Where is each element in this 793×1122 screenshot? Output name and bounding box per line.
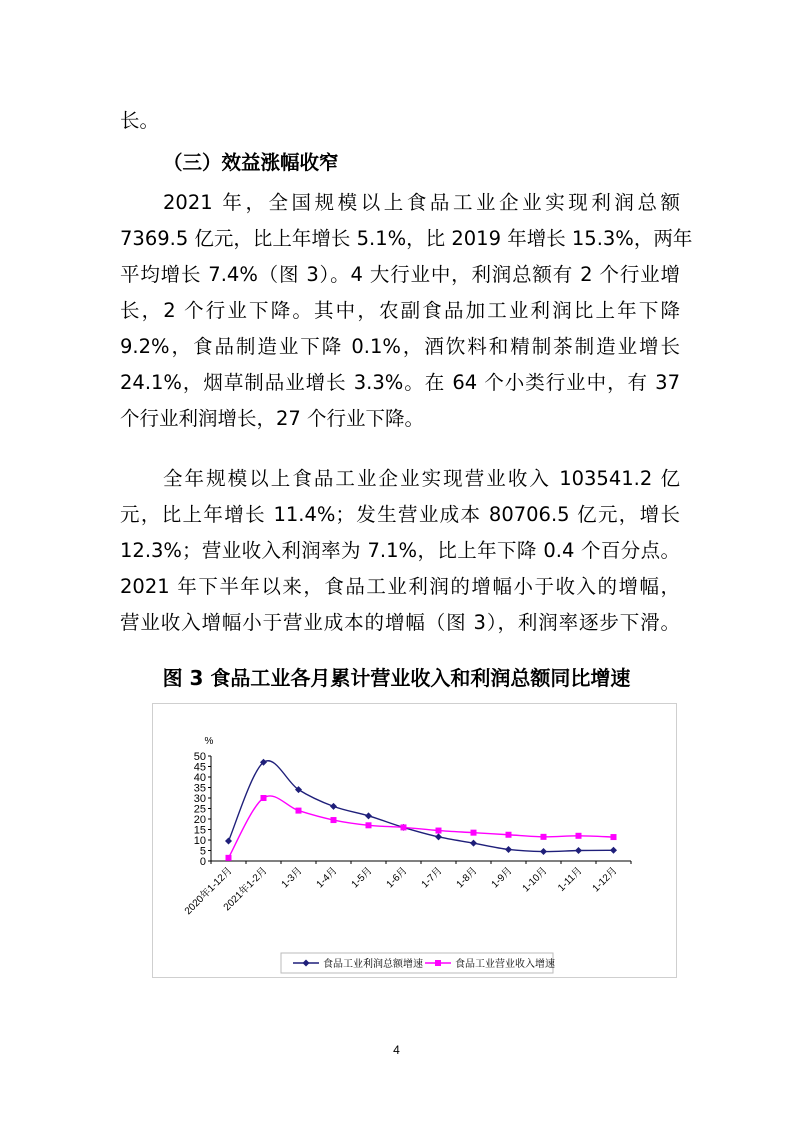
text-line: 7369.5 亿元，比上年增长 5.1%，比 2019 年增长 15.3%，两年 [120, 227, 693, 250]
x-tick-label: 2020年1-12月 [182, 865, 235, 918]
text-line: 长，2 个行业下降。其中，农副食品加工业利润比上年下降 [120, 299, 680, 322]
x-tick-label: 1-4月 [314, 865, 340, 891]
x-tick-label: 1-7月 [419, 865, 445, 891]
y-axis-unit-label: % [204, 736, 214, 747]
data-point-diamond [575, 847, 582, 854]
text-line: 12.3%；营业收入利润率为 7.1%，比上年下降 0.4 个百分点。 [120, 539, 680, 562]
chart-frame [152, 703, 677, 978]
y-tick-label: 40 [193, 772, 206, 784]
text-line: 个行业利润增长，27 个行业下降。 [120, 407, 425, 430]
data-point-square [471, 830, 477, 836]
data-point-diamond [505, 846, 512, 853]
y-tick-label: 45 [193, 761, 206, 774]
legend-label: 食品工业利润总额增速 [323, 959, 423, 970]
data-point-square [366, 822, 372, 828]
x-tick-label: 1-3月 [279, 865, 305, 891]
data-point-diamond [610, 847, 617, 854]
legend-label: 食品工业营业收入增速 [455, 959, 555, 970]
line-chart [153, 704, 676, 977]
data-point-square [506, 832, 512, 838]
text-line: 全年规模以上食品工业企业实现营业收入 103541.2 亿 [163, 467, 680, 490]
x-tick-label: 1-10月 [520, 865, 550, 895]
figure-title: 图 3 食品工业各月累计营业收入和利润总额同比增速 [162, 666, 631, 690]
data-point-square [261, 795, 267, 801]
y-tick-label: 10 [193, 835, 206, 847]
data-point-diamond [225, 838, 232, 845]
data-point-square [541, 834, 547, 840]
x-tick-label: 1-8月 [454, 865, 480, 891]
x-tick-label: 1-12月 [590, 865, 620, 895]
x-tick-label: 1-11月 [556, 865, 585, 894]
data-point-square [331, 817, 337, 823]
x-tick-label: 2021年1-2月 [221, 865, 270, 914]
legend-marker-square [435, 960, 441, 966]
series-line-1 [229, 796, 614, 858]
data-point-diamond [330, 803, 337, 810]
y-tick-label: 15 [193, 824, 206, 837]
data-point-diamond [365, 812, 372, 819]
text-line: 24.1%，烟草制品业增长 3.3%。在 64 个小类行业中，有 37 [120, 371, 680, 394]
text-line: 元，比上年增长 11.4%；发生营业成本 80706.5 亿元，增长 [120, 503, 680, 526]
section-heading: （三）效益涨幅收窄 [163, 151, 339, 174]
data-point-diamond [540, 848, 547, 855]
text-line: 2021 年，全国规模以上食品工业企业实现利润总额 [163, 191, 680, 214]
y-tick-label: 5 [199, 845, 206, 858]
data-point-square [296, 808, 302, 814]
data-point-square [436, 828, 442, 834]
y-tick-label: 25 [193, 803, 206, 816]
data-point-diamond [470, 840, 477, 847]
y-tick-label: 20 [193, 814, 206, 826]
y-tick-label: 50 [193, 751, 206, 763]
data-point-diamond [435, 833, 442, 840]
x-tick-label: 1-9月 [489, 865, 515, 891]
text-line: 2021 年下半年以来，食品工业利润的增幅小于收入的增幅， [120, 575, 680, 598]
y-tick-label: 0 [199, 856, 206, 868]
data-point-square [611, 834, 617, 840]
text-line: 9.2%，食品制造业下降 0.1%，酒饮料和精制茶制造业增长 [120, 335, 680, 358]
y-tick-label: 30 [193, 793, 206, 805]
data-point-square [226, 855, 232, 861]
y-tick-label: 35 [193, 782, 206, 795]
text-line: 长。 [120, 109, 160, 132]
text-line: 平均增长 7.4%（图 3）。4 大行业中，利润总额有 2 个行业增 [120, 263, 680, 286]
x-tick-label: 1-6月 [384, 865, 410, 891]
text-line: 营业收入增幅小于营业成本的增幅（图 3），利润率逐步下滑。 [120, 611, 680, 634]
page-number: 4 [393, 1043, 400, 1057]
series-line-0 [229, 761, 614, 852]
data-point-square [401, 824, 407, 830]
x-tick-label: 1-5月 [349, 865, 375, 891]
data-point-square [576, 833, 582, 839]
